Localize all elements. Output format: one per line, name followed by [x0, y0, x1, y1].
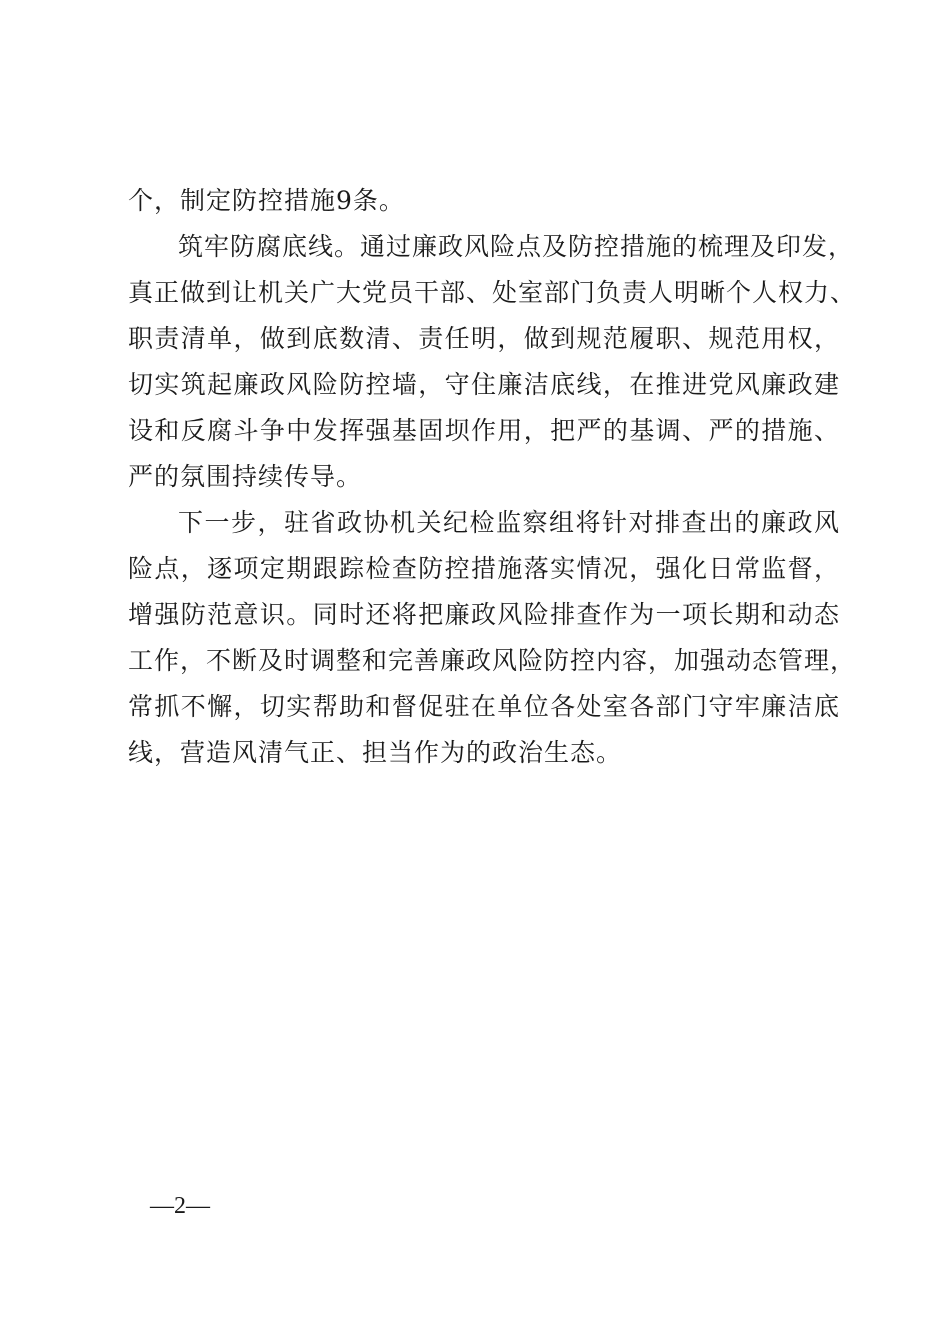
text-line: 筑牢防腐底线。通过廉政风险点及防控措施的梳理及印发， [178, 232, 855, 261]
text-line: 严的氛围持续传导。 [128, 462, 363, 491]
paragraph [128, 224, 857, 500]
text-line: 工作，不断及时调整和完善廉政风险防控内容，加强动态管理， [128, 646, 857, 675]
document-body [128, 178, 857, 776]
text-line: 切实筑起廉政风险防控墙，守住廉洁底线，在推进党风廉政建 [128, 370, 840, 399]
text-line: 常抓不懈，切实帮助和督促驻在单位各处室各部门守牢廉洁底 [128, 692, 840, 721]
text-line: 增强防范意识。同时还将把廉政风险排查作为一项长期和动态 [128, 600, 840, 629]
text-line: 职责清单，做到底数清、责任明，做到规范履职、规范用权， [128, 324, 840, 353]
paragraph [128, 178, 840, 224]
text-line: 险点，逐项定期跟踪检查防控措施落实情况，强化日常监督， [128, 554, 840, 583]
text-line: 个，制定防控措施9条。 [128, 186, 405, 215]
text-line: 线，营造风清气正、担当作为的政治生态。 [128, 738, 623, 767]
paragraph [128, 500, 857, 776]
page-number: —2— [150, 1193, 210, 1219]
text-line: 真正做到让机关广大党员干部、处室部门负责人明晰个人权力、 [128, 278, 857, 307]
text-line: 设和反腐斗争中发挥强基固坝作用，把严的基调、严的措施、 [128, 416, 840, 445]
text-line: 下一步，驻省政协机关纪检监察组将针对排查出的廉政风 [178, 508, 840, 537]
